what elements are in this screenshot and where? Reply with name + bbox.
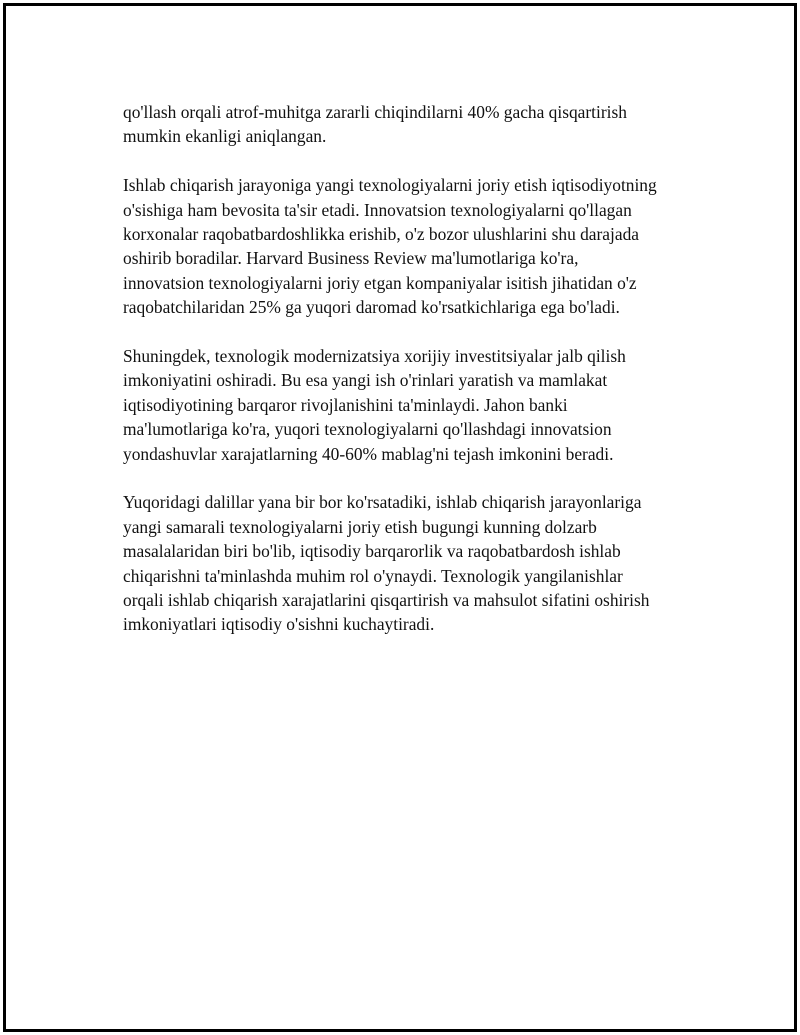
text-line: chiqarishni ta'minlashda muhim rol o'ynaydi. Texnologik yangilanishlar: [123, 565, 623, 586]
text-line: Yuqoridagi dalillar yana bir bor ko'rsatadiki, ishlab chiqarish jarayonlariga: [123, 492, 642, 513]
text-line: Shuningdek, texnologik modernizatsiya xorijiy investitsiyalar jalb qilish: [123, 346, 626, 367]
text-line: iqtisodiyotining barqaror rivojlanishini ta'minlaydi. Jahon banki: [123, 394, 568, 415]
text-line: o'sishiga ham bevosita ta'sir etadi. Innovatsion texnologiyalarni qo'llagan: [123, 199, 632, 220]
text-line: yangi samarali texnologiyalarni joriy etish bugungi kunning dolzarb: [123, 516, 597, 537]
text-line: Ishlab chiqarish jarayoniga yangi texnologiyalarni joriy etish iqtisodiyotning: [123, 175, 657, 196]
text-line: masalalaridan biri bo'lib, iqtisodiy barqarorlik va raqobatbardosh ishlab: [123, 541, 621, 562]
text-line: orqali ishlab chiqarish xarajatlarini qisqartirish va mahsulot sifatini oshirish: [123, 590, 650, 611]
text-line: imkoniyatini oshiradi. Bu esa yangi ish o'rinlari yaratish va mamlakat: [123, 370, 608, 391]
document-body: [123, 100, 703, 661]
text-line: ma'lumotlariga ko'ra, yuqori texnologiyalarni qo'llashdagi innovatsion: [123, 419, 612, 440]
text-line: innovatsion texnologiyalarni joriy etgan kompaniyalar isitish jihatidan o'z: [123, 272, 637, 293]
text-line: yondashuvlar xarajatlarning 40-60% mablag'ni tejash imkonini beradi.: [123, 443, 614, 464]
text-line: oshirib boradilar. Harvard Business Review ma'lumotlariga ko'ra,: [123, 248, 579, 269]
text-line: korxonalar raqobatbardoshlikka erishib, o'z bozor ulushlarini shu darajada: [123, 224, 639, 245]
text-line: qo'llash orqali atrof-muhitga zararli chiqindilarni 40% gacha qisqartirish: [123, 102, 627, 122]
paragraph-1: [123, 100, 703, 149]
text-line: mumkin ekanligi aniqlangan.: [123, 126, 327, 147]
paragraph-4: [123, 490, 703, 636]
paragraph-2: [123, 173, 703, 319]
paragraph-3: [123, 344, 703, 466]
page: [3, 3, 797, 1032]
text-line: raqobatchilaridan 25% ga yuqori daromad ko'rsatkichlariga ega bo'ladi.: [123, 297, 620, 318]
text-line: imkoniyatlari iqtisodiy o'sishni kuchaytiradi.: [123, 614, 435, 635]
